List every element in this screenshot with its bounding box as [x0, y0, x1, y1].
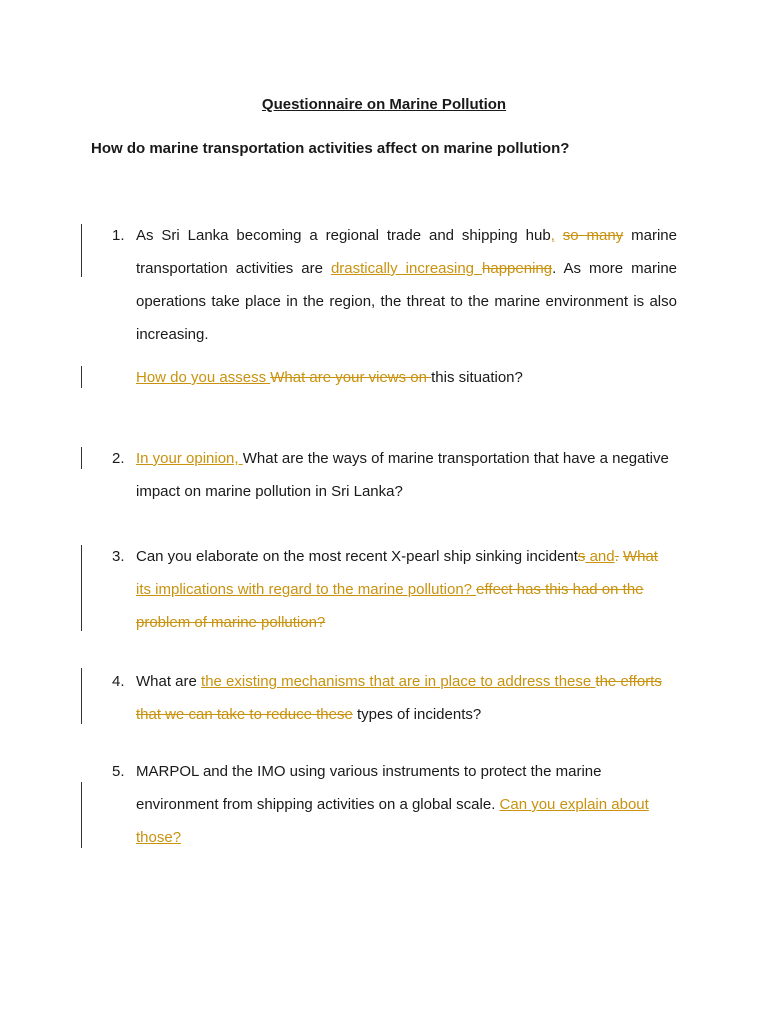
item-text: As Sri Lanka becoming a regional trade and shipping hub, so many marine transportation activities are drastically increasing happening. As more marine operations take place in the region, the threat to the marine environment is also increasing. — [136, 227, 678, 343]
item-text: What are the existing mechanisms that are in place to address these the efforts that we can take to reduce these types of incidents? — [136, 673, 662, 723]
item-number: 3. — [112, 548, 125, 565]
change-bar — [81, 782, 82, 848]
change-bar — [81, 545, 82, 631]
change-bar — [81, 447, 82, 469]
item-number: 4. — [112, 673, 125, 690]
item-text: MARPOL and the IMO using various instruments to protect the marine environment from shipping activities on a global scale. Can you explain about those? — [136, 763, 649, 846]
document-title: Questionnaire on Marine Pollution — [261, 96, 507, 113]
item-text: In your opinion, What are the ways of marine transportation that have a negative impact on marine pollution in Sri Lanka? — [136, 450, 669, 500]
change-bar — [81, 224, 82, 277]
followup-question: How do you assess What are your views on this situation? — [136, 369, 523, 386]
item-number: 1. — [112, 227, 125, 244]
item-text: Can you elaborate on the most recent X-pearl ship sinking incidents and. What its implications with regard to the marine pollution? effect has this had on the problem of marine pollution? — [136, 548, 658, 631]
item-number: 5. — [112, 763, 125, 780]
change-bar — [81, 366, 82, 388]
item-number: 2. — [112, 450, 125, 467]
change-bar — [81, 668, 82, 724]
main-question: How do marine transportation activities affect on marine pollution? — [91, 140, 570, 157]
